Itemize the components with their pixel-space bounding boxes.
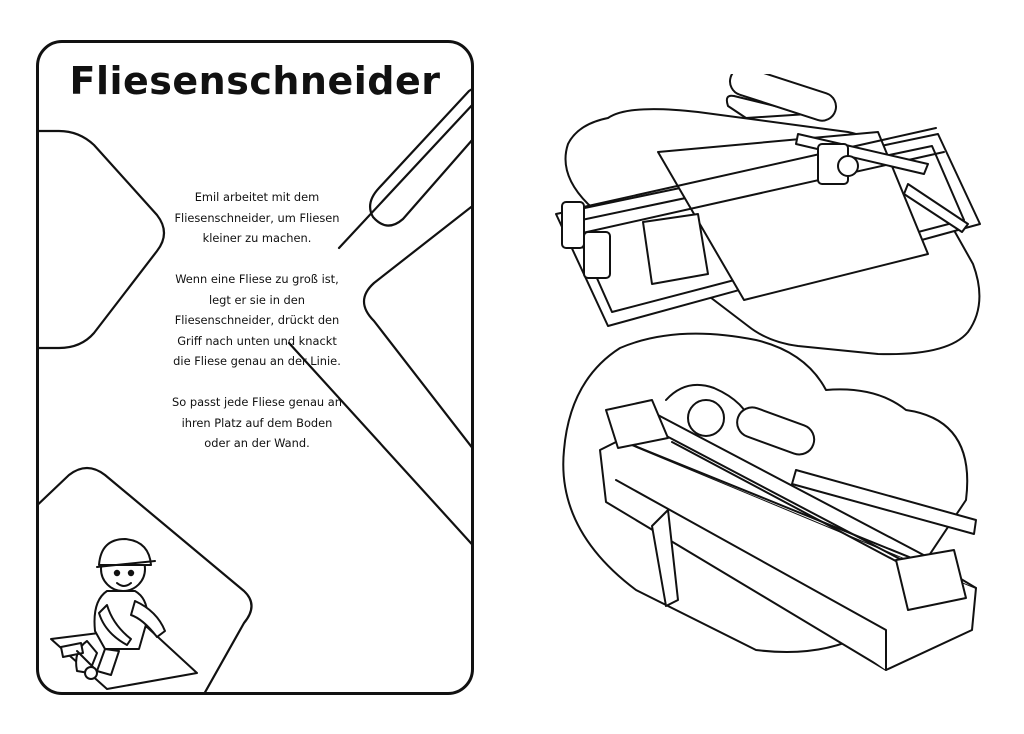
tile-cutter-bottom-illustration [556, 330, 986, 680]
story-text [167, 187, 347, 474]
deco-pill-right [370, 88, 474, 226]
deco-diagonal-line [339, 103, 474, 248]
paragraph-1: Emil arbeitet mit dem Fliesenschneider, um Fliesen kleiner zu machen. [174, 190, 340, 245]
paragraph-2: Wenn eine Fliese zu groß ist, legt er sie in den Fliesenschneider, drückt den Griff nach unten und knackt die Fliese genau an der Linie. [173, 272, 341, 368]
paragraph-3: So passt jede Fliese genau an ihren Platz auf dem Boden oder an der Wand. [172, 395, 342, 450]
deco-left-shape [39, 131, 164, 348]
info-card [36, 40, 474, 695]
tile-cutter-top-illustration [548, 74, 988, 356]
page-title: Fliesenschneider [69, 59, 441, 103]
deco-right-shape [364, 193, 474, 463]
kid-illustration [47, 521, 217, 691]
